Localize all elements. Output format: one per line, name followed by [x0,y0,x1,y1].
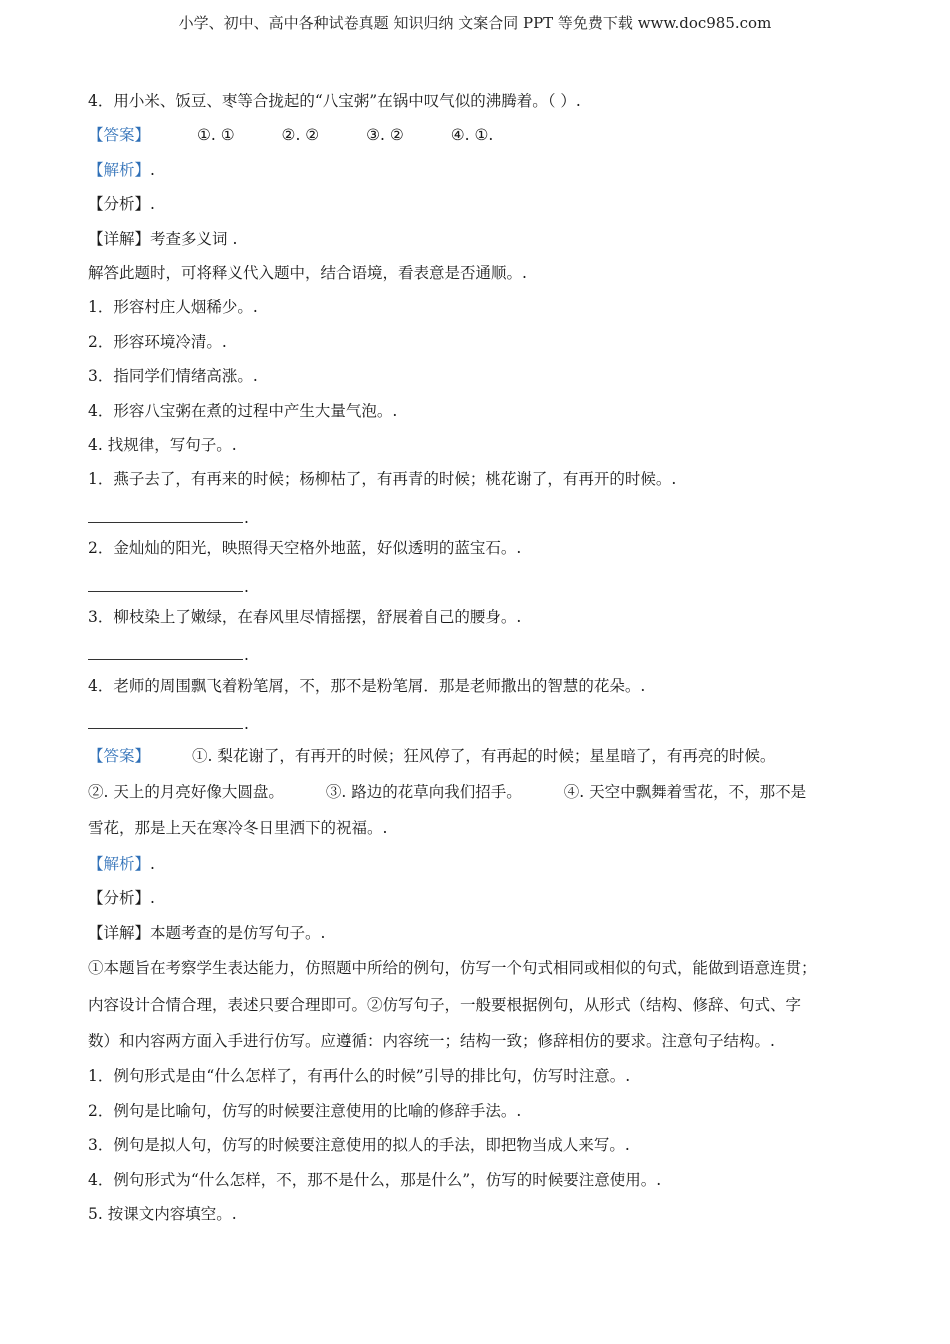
paragraph-line: ①本题旨在考察学生表达能力，仿照题中所给的例句，仿写一个句式相同或相似的句式，能做到语意连贯； [88,959,817,978]
analysis-row-2 [88,847,868,881]
text-line: 4．形容八宝粥在煮的过程中产生大量气泡。. [88,401,398,420]
exercise-item: 3．柳枝染上了嫩绿，在春风里尽情摇摆，舒展着自己的腰身。. [88,608,522,627]
detail-row-1 [88,222,868,256]
answer-tag: 【答案】 [88,746,151,765]
answer-item: ④. ①. [450,126,494,145]
answer-text: ④. 天空中飘舞着雪花，不，那不是 [563,783,807,802]
page-header: 小学、初中、高中各种试卷真题 知识归纳 文案合同 PPT 等免费下载 www.doc985.com [178,14,772,32]
exercise-item: 4．老师的周围飘飞着粉笔屑，不，那不是粉笔屑．那是老师撒出的智慧的花朵。. [88,676,646,695]
detail-text: 本题考查的是仿写句子。. [150,923,326,942]
detail-tag: 【详解】 [88,923,151,942]
blank-tail: . [244,577,249,596]
answer-item: ②. ② [281,126,320,145]
text-line: 3．例句是拟人句，仿写的时候要注意使用的拟人的手法，即把物当成人来写。. [88,1136,630,1155]
text-line: 1．例句形式是由“什么怎样了，有再什么的时候”引导的排比句，仿写时注意。. [88,1067,631,1086]
section-heading: 4. 找规律，写句子。. [88,436,237,455]
analysis-row-1 [88,153,868,187]
blank-tail: . [244,715,249,734]
answer-row-1 [88,118,868,152]
analysis-text: . [150,160,155,179]
document-body [88,84,868,1231]
answer-blank-line[interactable] [88,566,868,600]
text-line: 2．例句是比喻句，仿写的时候要注意使用的比喻的修辞手法。. [88,1101,522,1120]
answer-text: ②. 天上的月亮好像大圆盘。 [88,783,284,802]
answer-row-2b [88,774,868,810]
answer-text: ①. 梨花谢了，有再开的时候；狂风停了，有再起的时候；星星暗了，有再亮的时候。 [192,746,776,765]
detail-text: 考查多义词 . [150,229,238,248]
blank-tail: . [244,646,249,665]
paragraph-line: 内容设计合情合理，表述只要合理即可。②仿写句子，一般要根据例句，从形式（结构、修辞、句式、字 [88,995,802,1014]
answer-item: ①. ① [196,126,235,145]
text-line: 2．形容环境冷清。. [88,332,227,351]
text-line: 解答此题时，可将释义代入题中，结合语境，看表意是否通顺。. [88,264,527,283]
text-line: 3．指同学们情绪高涨。. [88,367,258,386]
fenxi-row-1: 【分析】. [88,195,155,214]
section-heading: 5. 按课文内容填空。. [88,1204,237,1223]
text-line: 1．形容村庄人烟稀少。. [88,298,258,317]
answer-row-2 [88,738,868,774]
detail-tag: 【详解】 [88,229,151,248]
analysis-tag: 【解析】 [88,854,151,873]
exercise-item: 1．燕子去了，有再来的时候；杨柳枯了，有再青的时候；桃花谢了，有再开的时候。. [88,470,677,489]
analysis-text: . [150,854,155,873]
answer-item: ③. ② [366,126,404,145]
answer-blank-line[interactable] [88,634,868,668]
blank-tail: . [244,508,249,527]
exercise-item: 2．金灿灿的阳光，映照得天空格外地蓝，好似透明的蓝宝石。. [88,539,522,558]
detail-row-2 [88,916,868,950]
fenxi-row-2: 【分析】. [88,889,155,908]
answer-blank-line[interactable] [88,497,868,531]
paragraph-line: 数）和内容两方面入手进行仿写。应遵循：内容统一；结构一致；修辞相仿的要求。注意句子结构。. [88,1031,775,1050]
answer-tag: 【答案】 [88,126,151,145]
analysis-tag: 【解析】 [88,160,151,179]
question-4-prompt: 4．用小米、饭豆、枣等合拢起的“八宝粥”在锅中叹气似的沸腾着。（ ）. [88,92,581,110]
text-line: 4．例句形式为“什么怎样，不，那不是什么，那是什么”，仿写的时候要注意使用。. [88,1170,662,1189]
answer-text: ③. 路边的花草向我们招手。 [325,783,522,802]
answer-blank-line[interactable] [88,703,868,737]
answer-row-2c: 雪花，那是上天在寒冷冬日里洒下的祝福。. [88,819,388,838]
